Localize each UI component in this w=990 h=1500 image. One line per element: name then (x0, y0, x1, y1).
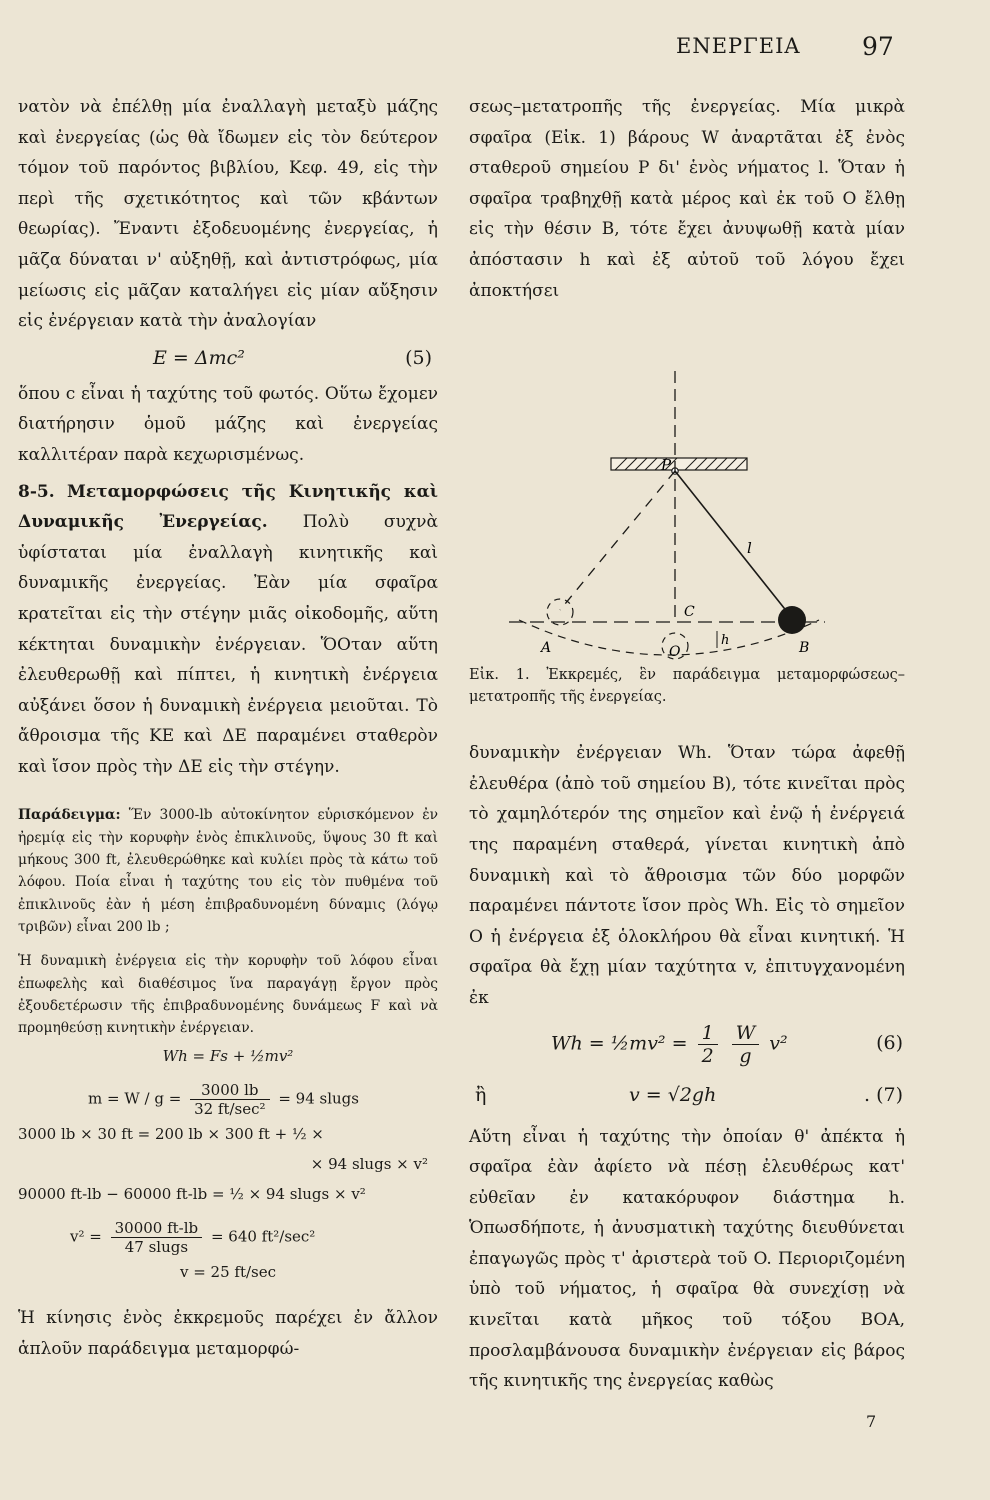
ceiling (611, 458, 747, 470)
equation-6-fraction-1-num: 1 (698, 1022, 718, 1045)
left-paragraph-last: Ἡ κίνησις ἑνὸς ἐκκρεμοῦς παρέχει ἐν ἄλλον ἁπλοῦν παράδειγμα μεταμορφώ- (18, 1308, 438, 1360)
label-P: P (661, 456, 672, 475)
equation-6-fraction-2 (732, 1022, 760, 1067)
example-paragraph (18, 804, 438, 938)
equation-7 (469, 1076, 905, 1118)
math-line-3b: × 94 slugs × v² (310, 1155, 428, 1174)
figure-caption: Εἰκ. 1. Ἐκκρεμές, ἓν παράδειγμα μεταμορφώσεως–μετατροπῆς τῆς ἐνεργείας. (469, 667, 905, 706)
math-line-3a: 3000 lb × 30 ft = 200 lb × 300 ft + ½ × (18, 1125, 324, 1144)
bob-at-A (547, 599, 573, 625)
math-line-5-fraction (111, 1219, 203, 1256)
label-C: C (684, 604, 695, 621)
section-8-5 (18, 477, 438, 783)
example-label: Παράδειγμα: (18, 807, 121, 824)
running-header-title: ΕΝΕΡΓΕΙΑ (676, 34, 801, 58)
left-paragraph-1: νατὸν νὰ ἐπέλθῃ μία ἐναλλαγὴ μεταξὺ μάζης καὶ ἐνεργείας (ὡς θὰ ἴδωμεν εἰς τὸν δεύτερον τόμον τοῦ παρόντος βιβλίου, Κεφ. 49, εἰς τὴν περὶ τῆς σχετικότητος καὶ τῶν κβάντων θεωρίας). Ἔναντι ἐξοδευομένης ἐνεργείας, ἡ μᾶζα δύναται ν' αὐξηθῇ, καὶ ἀντιστρόφως, μία μείωσις εἰς μᾶζαν καταλήγει εἰς μίαν αὔξησιν εἰς ἐνέργειαν κατὰ τὴν ἀναλογίαν (18, 97, 438, 332)
math-line-2-fraction (190, 1081, 269, 1118)
pendulum-figure (469, 320, 905, 660)
string-to-B (675, 471, 792, 621)
equation-7-tag: . (7) (864, 1083, 903, 1106)
pendulum-diagram (469, 320, 905, 660)
right-paragraph-1: σεως–μετατροπῆς τῆς ἐνεργείας. Μία μικρὰ σφαῖρα (Εἰκ. 1) βάρους W ἀναρτᾶται ἐξ ἑνὸς σταθεροῦ σημείου P δι' ἑνὸς νήματος l. Ὅταν ἡ σφαῖρα τραβηχθῇ κατὰ μέρος καὶ ἐκ τοῦ O ἔλθῃ εἰς τὴν θέσιν B, τότε ἔχει ἀνυψωθῇ κατὰ μίαν ἀπόστασιν h καὶ ἐξ αὐτοῦ τοῦ λόγου ἔχει ἀποκτήσει (469, 97, 905, 301)
math-line-5 (18, 1215, 438, 1263)
math-line-5-denominator: 47 slugs (124, 1238, 189, 1257)
equation-6-tag: (6) (876, 1031, 903, 1054)
math-line-5-rhs: = 640 ft²/sec² (210, 1227, 316, 1246)
section-number: 8-5. (18, 481, 55, 502)
label-l: l (747, 539, 752, 558)
section-text: Πολὺ συχνὰ ὑφίσταται μία ἐναλλαγὴ κινητικῆς καὶ δυναμικῆς ἐνεργείας. Ἐὰν μία σφαῖρα κρατεῖται εἰς τὴν στέγην μιᾶς οἰκοδομῆς, αὕτη κέκτηται δυναμικὴν ἐνέργειαν. ὍΟταν αὕτη ἐλευθερωθῇ καὶ πίπτει, ἡ κινητικὴ ἐνέργεια αὐξάνει ὅσον ἡ δυναμικὴ ἐνέργεια μειοῦται. Τὸ ἄθροισμα τῆς ΚΕ καὶ ΔΕ παραμένει σταθερὸν καὶ ἴσον πρὸς τὴν ΔΕ εἰς τὴν στέγην. (18, 512, 438, 777)
equation-6-fraction-2-den: g (739, 1044, 752, 1067)
equation-6-fraction-1 (698, 1022, 718, 1067)
footer-signature-mark: 7 (866, 1412, 877, 1431)
math-line-1: Wh = Fs + ½mv² (162, 1047, 294, 1066)
math-line-6: v = 25 ft/sec (179, 1263, 277, 1282)
math-line-2-numerator: 3000 lb (190, 1081, 269, 1100)
example-text: Ἕν 3000-lb αὐτοκίνητον εὑρισκόμενον ἐν ἠρεμίᾳ εἰς τὴν κορυφὴν ἑνὸς ἐπικλινοῦς, ὕψους 30 ft καὶ μήκους 300 ft, ἐλευθερώθηκε καὶ κυλίει πρὸς τὰ κάτω τοῦ λόφου. Ποία εἶναι ἡ ταχύτης του εἰς τὸν πυθμένα τοῦ ἐπικλινοῦς ἐὰν ἡ μέση ἐπιβραδυνομένη δύναμις (λόγῳ τριβῶν) εἶναι 200 lb ; (18, 807, 438, 935)
left-paragraph-2: ὅπου c εἶναι ἡ ταχύτης τοῦ φωτός. Οὕτω ἔχομεν διατήρησιν ὁμοῦ μάζης καὶ ἐνεργείας καλλιτέραν παρὰ κεχωρισμένως. (18, 383, 438, 465)
equation-6-fraction-2-num: W (732, 1022, 760, 1045)
equation-6-fraction-1-den: 2 (701, 1044, 714, 1067)
math-line-4: 90000 ft-lb − 60000 ft-lb = ½ × 94 slugs × v² (18, 1185, 366, 1204)
label-h: h (721, 633, 730, 649)
math-line-5-numerator: 30000 ft-lb (111, 1219, 203, 1238)
section-title: Μεταμορφώσεις τῆς Κινητικῆς καὶ Δυναμικῆς Ἐνεργείας. (18, 481, 438, 533)
equation-5 (18, 337, 438, 379)
label-B: B (799, 640, 810, 657)
string-to-A (560, 471, 675, 610)
label-O: O (669, 644, 681, 661)
equation-7-or: ἢ (475, 1083, 487, 1106)
equation-6-rhs: v² (769, 1032, 788, 1054)
equation-5-expression: E = Δmc² (153, 346, 245, 369)
right-paragraph-2: δυναμικὴν ἐνέργειαν Wh. Ὅταν τώρα ἀφεθῇ ἐλευθέρα (ἀπὸ τοῦ σημείου B), τότε κινεῖται πρὸς τὸ χαμηλότερόν της σημεῖον καὶ ἐνῷ ἡ ἐνέργειά της παραμένη σταθερά, γίνεται κινητικὴ ἀπὸ δυναμικὴ καὶ τὸ ἄθροισμα τῶν δύο μορφῶν παραμένει πάντοτε ἴσον πρὸς Wh. Εἰς τὸ σημεῖον O ἡ ἐνέργεια ἐξ ὁλοκλήρου θὰ εἶναι κινητική. Ἡ σφαῖρα θὰ ἔχῃ μίαν ταχύτητα v, ἐπιτυγχανομένη ἐκ (469, 743, 905, 1008)
math-line-2-lhs: m = W / g = (88, 1089, 182, 1108)
math-line-2-denominator: 32 ft/sec² (194, 1100, 266, 1119)
solution-paragraph: Ἡ δυναμικὴ ἐνέργεια εἰς τὴν κορυφὴν τοῦ λόφου εἶναι ἐπωφελὴς καὶ διαθέσιμος ἵνα παραγάγῃ ἔργον πρὸς ἐξουδετέρωσιν τῆς ἐπιβραδυνομένης δυνάμεως F καὶ νὰ προμηθεύσῃ κινητικὴν ἐνέργειαν. (18, 953, 438, 1037)
math-line-2 (18, 1077, 438, 1125)
left-column (18, 92, 438, 1365)
math-line-2-rhs: = 94 slugs (278, 1089, 359, 1108)
worked-solution (18, 1047, 438, 1293)
right-column (469, 92, 905, 1397)
math-line-5-lhs: v² = (70, 1227, 102, 1246)
label-A: A (541, 640, 552, 657)
right-paragraph-3: Αὕτη εἶναι ἡ ταχύτης τὴν ὁποίαν θ' ἀπέκτα ἡ σφαῖρα ἐὰν ἀφίετο νὰ πέσῃ ἐλευθέρως κατ' εὐθεῖαν ἐν κατακόρυφον διάστημα h. Ὁπωσδήποτε, ἡ ἀνυσματικὴ ταχύτης διευθύνεται ἐπαγωγῶς πρὸς τ' ἀριστερὰ τοῦ O. Περιοριζομένη ὑπὸ τοῦ νήματος, ἡ σφαῖρα θὰ συνεχίσῃ νὰ κινεῖται κατὰ μῆκος τοῦ τόξου BOA, προσλαμβάνουσα δυναμικὴν ἐνέργειαν εἰς βάρος τῆς κινητικῆς της ἐνεργείας καθὼς (469, 1126, 905, 1392)
equation-7-expression: v = √2gh (629, 1083, 717, 1106)
page-number: 97 (862, 32, 894, 61)
equation-5-number: (5) (405, 346, 432, 369)
bob-at-B (778, 606, 806, 634)
equation-6 (469, 1014, 905, 1076)
equation-6-lhs: Wh = ½mv² = (551, 1032, 688, 1054)
